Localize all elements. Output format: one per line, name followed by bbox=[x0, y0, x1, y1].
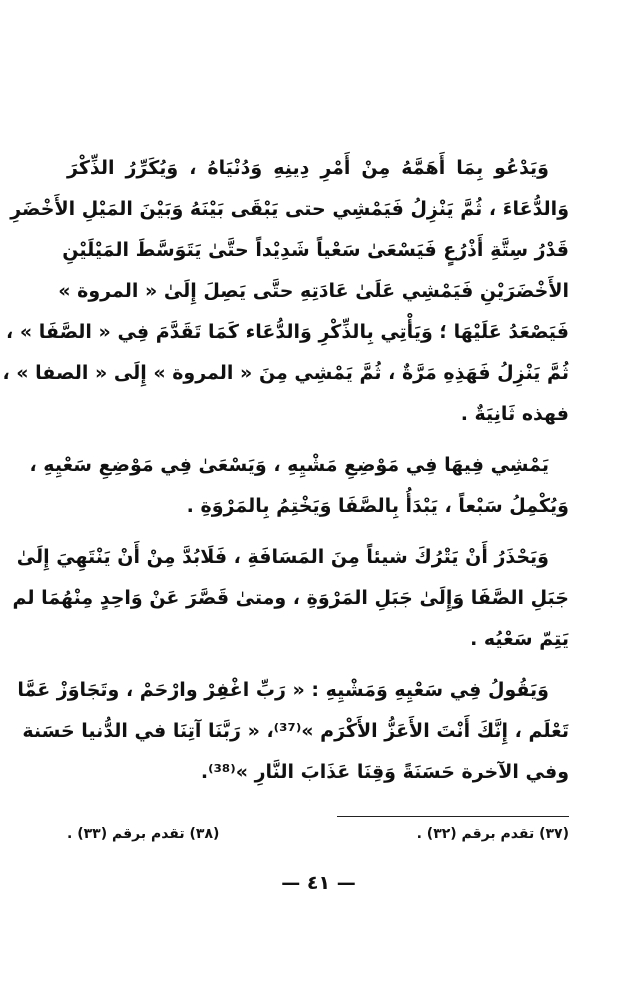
footnote-separator bbox=[337, 816, 569, 817]
main-text bbox=[2, 148, 569, 803]
text-line: جَبَلِ الصَّفَا وَإِلَىٰ جَبَلِ المَرْوَةِ ، ومتىٰ قَصَّرَ عَنْ وَاحِدٍ مِنْهُمَا لم bbox=[12, 587, 569, 609]
paragraph-3 bbox=[12, 537, 569, 660]
text-line: الأَخْضَرَيْنِ فَيَمْشِي عَلَىٰ عَادَتِهِ حتَّى يَصِلَ إِلَىٰ « المروة » bbox=[58, 280, 569, 302]
footnote-37: (٣٧) تقدم برقم (٣٢) . bbox=[416, 826, 569, 842]
text-line: يَمْشِي فِيهَا فِي مَوْضِعِ مَشْيِهِ ، وَيَسْعَىٰ فِي مَوْضِعِ سَعْيِهِ ، bbox=[29, 454, 549, 476]
text-line: وفي الآخرة حَسَنَةً وَقِنَا عَذَابَ النَّارِ »⁽³⁸⁾. bbox=[200, 761, 569, 783]
text-line: ثُمَّ يَنْزِلُ فَهَذِهِ مَرَّةٌ ، ثُمَّ يَمْشِي مِنَ « المروة » إِلَى « الصفا » ، bbox=[2, 362, 569, 384]
text-line: يَتِمّ سَعْيُه . bbox=[470, 628, 569, 650]
paragraph-2 bbox=[29, 445, 569, 527]
page-number: — ٤١ — bbox=[281, 872, 356, 894]
text-line: وَيَدْعُو بِمَا أَهَمَّهُ مِنْ أَمْرِ دِينِهِ وَدُنْيَاهُ ، وَيُكَرِّرُ الذِّكْرَ bbox=[67, 157, 549, 179]
text-line: وَالدُّعَاءَ ، ثُمَّ يَنْزِلُ فَيَمْشِي حتى يَبْقَى بَيْنَهُ وَبَيْنَ المَيْلِ الأَخْضَرِ bbox=[10, 198, 569, 220]
footnotes bbox=[67, 826, 569, 850]
footnote-38: (٣٨) تقدم برقم (٣٣) . bbox=[67, 826, 220, 842]
text-line: وَيُكْمِلُ سَبْعاً ، يَبْدَأُ بِالصَّفَا وَيَخْتِمُ بِالمَرْوَةِ . bbox=[186, 495, 569, 517]
text-line: فَيَصْعَدُ عَلَيْهَا ؛ وَيَأْتِي بِالذِّكْرِ وَالدُّعَاء كَمَا تَقَدَّمَ فِي « الصَّفَا » ، bbox=[6, 321, 569, 343]
paragraph-1 bbox=[2, 148, 569, 435]
text-line: فهذه ثَانِيَةٌ . bbox=[460, 403, 569, 425]
text-line: تَعْلَم ، إِنَّكَ أَنْتَ الأَعَزُّ الأَكْرَم »⁽³⁷⁾، « رَبَّنَا آتِنَا في الدُّنيا حَسَنة bbox=[22, 720, 569, 742]
text-line: وَيَقُولُ فِي سَعْيِهِ وَمَشْيِهِ : « رَبِّ اغْفِرْ وارْحَمْ ، وتَجَاوَزْ عَمَّا bbox=[17, 679, 549, 701]
text-line: وَيَحْذَرُ أَنْ يَتْرُكَ شيئاً مِنَ المَسَافَةِ ، فَلَابُدَّ مِنْ أَنْ يَنْتَهِيَ إِلَىٰ bbox=[16, 546, 549, 568]
paragraph-4 bbox=[17, 670, 569, 793]
text-line: قَدْرُ سِتَّةِ أَذْرُعٍ فَيَسْعَىٰ سَعْياً شَدِيْداً حتَّىٰ يَتَوَسَّطَ المَيْلَيْنِ bbox=[62, 239, 569, 261]
